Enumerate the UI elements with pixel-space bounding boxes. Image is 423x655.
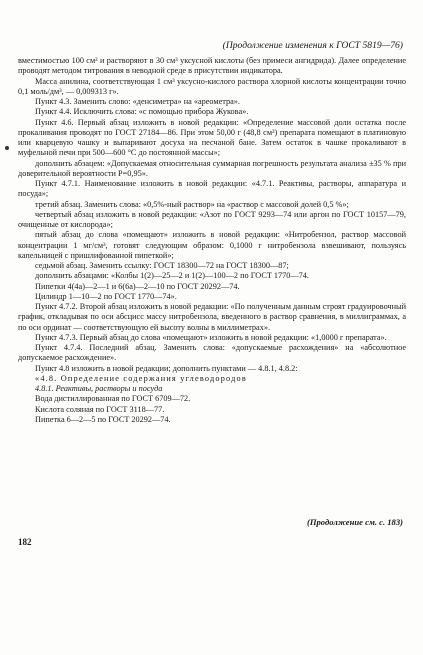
page-number: 182 [18, 537, 32, 547]
paragraph: Пипетка 6—2—5 по ГОСТ 20292—74. [35, 414, 171, 424]
paragraph: Пункт 4.7.2. Второй абзац изложить в новой редакции: «По полученным данным строят градуировочный график, откладывая по оси абсцисс массу нитробензола, введенного в раствор сравнения, в миллиграммах, а по оси ординат — соответствующую ей высоту волны в миллиметрах». [18, 302, 406, 332]
subsection-heading: 4.8.1. Реактивы, растворы и посуда [35, 384, 163, 393]
paragraph: седьмой абзац. Заменить ссылку: ГОСТ 18300—72 на ГОСТ 18300—87; [35, 261, 289, 270]
paragraph: дополнить абзацем: «Допускаемая относительная суммарная погрешность результата анализа ±35 % при доверительной вероятности P=0,95». [18, 158, 406, 178]
paragraph: Вода дистиллированная по ГОСТ 6709—72. [35, 394, 191, 404]
section-heading: «4.8. Определение содержания углеводородов [35, 373, 247, 383]
paragraph: Пункт 4.7.1. Наименование изложить в новой редакции: «4.7.1. Реактивы, растворы, аппаратура и посуда»; [18, 179, 406, 199]
paragraph: вместимостью 100 см³ и растворяют в 30 см³ уксусной кислоты (без примеси ангидрида). Далее определение проводят методом титрования в неводной среде в присутствии индикатора. [18, 56, 406, 76]
paragraph: дополнить абзацами: «Колбы 1(2)—25—2 и 1(2)—100—2 по ГОСТ 1770—74. [35, 271, 309, 281]
paragraph: Пункт 4.4. Исключить слова: «с помощью прибора Жукова». [35, 107, 249, 117]
document-body [18, 56, 406, 425]
paragraph: четвертый абзац изложить в новой редакции: «Азот по ГОСТ 9293—74 или аргон по ГОСТ 10157—79, очищенные от кислорода»; [18, 209, 406, 229]
paragraph: Масса анилина, соответствующая 1 см³ уксусно-кислого раствора хлорной кислоты концентрации точно 0,1 моль/дм³, — 0,009313 г». [18, 76, 406, 96]
continuation-footer: (Продолжение см. с. 183) [306, 517, 403, 527]
paragraph: пятый абзац до слова «помещают» изложить в новой редакции: «Нитробензол, раствор массовой концентрации 1 мг/см³, готовят следующим образом: 0,1000 г нитробензола взвешивают, пользуясь капельницей с пришлифованной пипеткой»; [18, 230, 406, 260]
margin-mark [5, 146, 9, 150]
paragraph: Пункт 4.6. Первый абзац изложить в новой редакции: «Определение массовой доли остатка после прокаливания проводят по ГОСТ 27184—86. При этом 50,00 г (48,8 см³) препарата помещают в платиновую или кварцевую чашку и выпаривают досуха на песчаной бане. Затем остаток в чашке прокаливают в муфельной печи при 500—600 °С до постоянной массы»; [18, 117, 406, 158]
paragraph: Кислота соляная по ГОСТ 3118—77. [35, 404, 165, 414]
paragraph: Пункт 4.8 изложить в новой редакции; дополнить пунктами — 4.8.1, 4.8.2: [35, 363, 298, 373]
paragraph: Цилиндр 1—10—2 по ГОСТ 1770—74». [35, 291, 177, 301]
paragraph: Пункт 4.7.4. Последний абзац. Заменить слова: «допускаемые расхождения» на «абсолютное допускаемое расхождение». [18, 343, 406, 363]
continuation-header: (Продолжение изменения к ГОСТ 5819—76) [222, 40, 403, 51]
paragraph: Пипетки 4(4а)—2—1 и 6(6а)—2—10 по ГОСТ 20292—74. [35, 281, 240, 291]
paragraph: Пункт 4.3. Заменить слово: «денсиметра» на «ареометра». [35, 97, 240, 106]
paragraph: Пункт 4.7.3. Первый абзац до слова «помещают» изложить в новой редакции: «1,0000 г препарата». [35, 332, 387, 342]
paragraph: третий абзац. Заменить слова: «0,5%-ный раствор» на «раствор с массовой долей 0,5 %»; [35, 199, 349, 209]
